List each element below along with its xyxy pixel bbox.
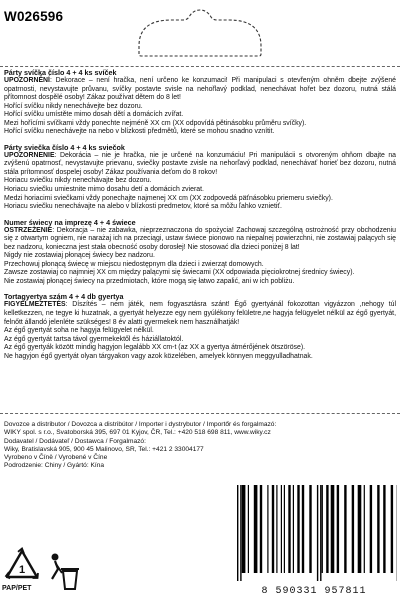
warning-label: OSTRZEŻENIE xyxy=(4,226,53,234)
warning-line: Mezi hořícími svíčkami vždy ponechte nejméně XX cm (XX odpovídá pětinásobku průměru svíčky). xyxy=(4,119,307,127)
distributor-line: WIKY spol. s r.o., Svatoborská 395, 697 01 Kyjov, ČR, Tel.: +420 518 698 811, www.wiky.cz xyxy=(4,429,271,437)
recycle-label: PAP/PET xyxy=(2,585,32,592)
section-pl xyxy=(4,218,396,287)
barcode-bar xyxy=(358,485,362,573)
hanger-hole-icon xyxy=(131,6,269,62)
warning-line: Az égő gyertyát tartsa távol gyermekektől és háziállatoktól. xyxy=(4,335,184,343)
barcode-bar xyxy=(337,485,339,573)
warning-line: Zawsze zostawiaj co najmniej XX cm między palącymi się świecami (XX odpowiada pięciokrotnej średnicy świecy). xyxy=(4,269,355,277)
barcode-bar xyxy=(309,485,311,573)
barcode-bar xyxy=(248,485,249,573)
product-code: W026596 xyxy=(4,9,64,24)
warning-line: Hořící svíčku nenechávejte na nebo v blízkosti předmětů, které se mohou snadno vznítit. xyxy=(4,128,275,136)
warning-line: Przechowuj płonącą świecę w miejscu niedostępnym dla dzieci i zwierząt domowych. xyxy=(4,260,264,268)
warning-line: Horiacu sviečku nenechávajte na alebo v blízkosti predmetov, ktoré sa môžu ľahko vznietiť. xyxy=(4,203,282,211)
barcode-bar xyxy=(240,485,241,581)
barcode-bar xyxy=(254,485,258,573)
barcode-number: 8 590331 957811 xyxy=(261,586,367,597)
warning-label: UPOZORNĚNÍ xyxy=(4,77,50,84)
middle-dashed-rule xyxy=(0,413,400,414)
section-cs xyxy=(4,68,396,137)
warning-line: Nigdy nie zostawiaj płonącej świecy bez nadzoru. xyxy=(4,252,155,260)
section-title: Párty svíčka číslo 4 + 4 ks svíček xyxy=(4,68,117,77)
barcode-bar xyxy=(370,485,372,573)
warning-text: : Díszítés – nem játék, nem fogyasztásra szánt! Égő gyertyánál fokozottan vigyázzon ,nehogy túl kelletkezzen, ne tegye ki huzatnak, a gyertyát helyezze egy nem gyúlékony felületre,ne hagyja felügyelet nélkül az égő gyertyát, felnőtt állandó jelenléte szükséges! 8 év alatti gyermekek nem használhatják! xyxy=(4,301,396,326)
warning-paragraph xyxy=(4,152,396,178)
barcode-bar xyxy=(281,485,282,573)
barcode-bar xyxy=(242,485,246,573)
warning-line: Az égő gyertyát soha ne hagyja felügyelet nélkül. xyxy=(4,327,154,335)
warning-label: UPOZORNENIE xyxy=(4,151,55,159)
warning-line: Az égő gyertyák között mindig hagyjon legalább XX cm-t (az XX a gyertya átmérőjének ötszöröse). xyxy=(4,344,306,352)
barcode xyxy=(231,483,397,597)
barcode-bar xyxy=(237,485,238,581)
trash-bin-icon xyxy=(46,547,82,593)
barcode-bar xyxy=(320,485,321,581)
section-title: Numer świecy na imprezę 4 + 4 świece xyxy=(4,217,136,227)
distributor-line: Dodavatel / Dodávateľ / Dostawca / Forgalmazó: xyxy=(4,437,146,445)
barcode-bar xyxy=(317,485,318,581)
barcode-bar xyxy=(352,485,354,573)
section-hu xyxy=(4,292,396,361)
warning-line: Hořící svíčku nikdy nenechávejte bez dozoru. xyxy=(4,102,143,110)
warning-line: Nie zostawiaj płonącej świecy na przedmiotach, które mogą się łatwo zapalić, ani w ich pobliżu. xyxy=(4,277,295,285)
barcode-bar xyxy=(326,485,328,573)
barcode-bar xyxy=(331,485,335,573)
warning-line: Horiacu sviečku nikdy nenechávajte bez dozoru. xyxy=(4,177,152,185)
warning-text: : Dekoracja – nie zabawka, nieprzeznaczona do spożycia! Zachowaj szczególną ostrożność przy obchodzeniu się z otwartym ogniem, nie narażaj ich na przeciągi, ustaw świece pionowo na niepalnej powierzchni, nie zostawiaj palących się bez nadzoru, konieczna jest stała obecność osoby dorosłej! Nie stosować dla dzieci poniżej 8 lat! xyxy=(4,226,396,251)
warning-paragraph xyxy=(4,227,396,253)
warning-line: Hořící svíčku umístěte mimo dosah dětí a domácích zvířat. xyxy=(4,111,184,119)
warning-paragraph xyxy=(4,77,396,103)
warning-line: Horiacu sviečku umiestnite mimo dosahu detí a domácich zvierat. xyxy=(4,186,204,194)
barcode-bar xyxy=(391,485,393,573)
barcode-bar xyxy=(302,485,304,573)
recycle-triangle-icon xyxy=(2,547,42,585)
recycling-icons xyxy=(2,547,92,597)
warning-text: : Dekorácia – nie je hračka, nie je určené na konzumáciu! Pri manipulácii s otvoreným ohňom dbajte na zvýšenú opatrnosť, nevystavujte prievanu, sviečky postavte zvisle na nehorľavý podklad, nenechávať horieť bez dozoru, nutná stála prítomnosť dospelej osoby! Zákaz používania deťom do 8 rokov! xyxy=(4,151,396,176)
distributor-line: Vyrobeno v Číně / Vyrobené v Číne xyxy=(4,454,108,462)
section-title: Párty sviečka číslo 4 + 4 ks sviečok xyxy=(4,142,125,152)
section-sk xyxy=(4,143,396,212)
barcode-bar xyxy=(383,485,385,573)
barcode-bar xyxy=(377,485,379,573)
recycle-code: 1 xyxy=(18,564,26,576)
warning-line: Medzi horiacimi sviečkami vždy ponechajte najmenej XX cm (XX zodpovedá päťnásobku priemeru sviečky). xyxy=(4,194,333,202)
distributor-info xyxy=(4,421,396,471)
distributor-line: Wiky, Bratislavská 905, 900 45 Malinovo, SR, Tel.: +421 2 33004177 xyxy=(4,445,204,453)
warning-label: FIGYELMEZTETÉS xyxy=(4,301,66,309)
barcode-bar xyxy=(288,485,290,573)
barcode-bars xyxy=(231,483,397,583)
barcode-bar xyxy=(272,485,274,573)
barcode-bar xyxy=(297,485,299,573)
barcode-bar xyxy=(267,485,268,573)
barcode-bar xyxy=(293,485,294,573)
barcode-bar xyxy=(364,485,365,573)
barcode-bar xyxy=(284,485,285,573)
barcode-bar xyxy=(260,485,262,573)
warning-paragraph xyxy=(4,301,396,327)
barcode-bar xyxy=(344,485,346,573)
section-title: Tortagyertya szám 4 + 4 db gyertya xyxy=(4,292,124,302)
barcode-bar xyxy=(322,485,323,573)
barcode-bar xyxy=(276,485,277,573)
distributor-line: Dovozce a distributor / Dovozca a distribútor / Importer i dystrybutor / Importőr és forgalmazó: xyxy=(4,421,277,428)
top-dashed-rule xyxy=(0,66,400,67)
distributor-line: Podrodzenie: Chiny / Gyártó: Kína xyxy=(4,462,105,470)
warning-content xyxy=(4,68,396,367)
warning-line: Ne hagyjon égő gyertyát olyan tárgyakon vagy azok közelében, amelyek könnyen meggyulladhatnak. xyxy=(4,352,313,360)
warning-text: : Dekorace – není hračka, není určeno ke konzumaci! Při manipulaci s otevřeným ohněm dbejte zvýšené opatrnosti, nevystavujte průvanu, svíčky postavte svisle na nehořlavý podklad, nenechávat hořet bez dozoru, nutná stálá přítomnost dospělé osoby! Zákaz používat dětem do 8 let! xyxy=(4,77,396,102)
